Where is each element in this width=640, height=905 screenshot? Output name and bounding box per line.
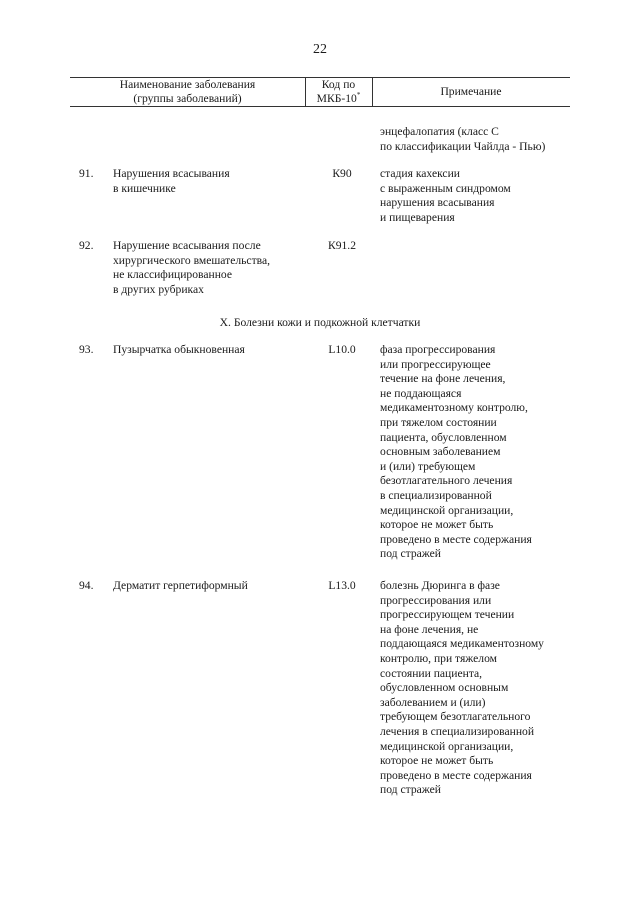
row-94-code: L13.0: [328, 579, 356, 592]
row-93-name: Пузырчатка обыкновенная: [113, 343, 245, 356]
row-92-number: 92.: [79, 239, 94, 252]
continuation-note: энцефалопатия (класс С по классификации Чайлда - Пью): [380, 125, 546, 153]
column-header-note: Примечание: [440, 85, 502, 98]
row-92-name: Нарушение всасывания после хирургического вмешательства, не классифицированное в других рубриках: [113, 239, 271, 296]
row-92-code: К91.2: [327, 239, 357, 252]
column-header-name-line2: (группы заболеваний): [133, 92, 242, 105]
row-94-note: болезнь Дюринга в фазе прогрессирования или прогрессирующем течении на фоне лечения, не поддающаяся медикаментозному контролю, при тяжелом состоянии пациента, обусловленном основным заболеванием и (или) требующем безотлагательного лечения в специализированной медицинской организации, которое не может быть проведено в месте содержания под стражей: [380, 579, 544, 797]
row-91-note: стадия кахексии с выраженным синдромом нарушения всасывания и пищеварения: [380, 167, 511, 224]
row-91-number: 91.: [79, 167, 94, 180]
row-94-name: Дерматит герпетиформный: [113, 579, 248, 592]
column-header-code-footnote: *: [356, 91, 361, 100]
column-header-name-line1: Наименование заболевания: [119, 78, 256, 91]
page-number: 22: [313, 42, 327, 57]
row-94-number: 94.: [79, 579, 94, 592]
row-93-note: фаза прогрессирования или прогрессирующее течение на фоне лечения, не поддающаяся медикаментозному контролю, при тяжелом состоянии пациента, обусловленном основным заболеванием и (или) требующем безотлагательного лечения в специализированной медицинской организации, которое не может быть проведено в месте содержания под стражей: [380, 343, 532, 561]
table-header-bottom-rule: [70, 106, 570, 107]
row-93-code: L10.0: [328, 343, 356, 356]
column-header-name: [70, 78, 305, 106]
row-91-code: К90: [332, 167, 352, 180]
row-93-number: 93.: [79, 343, 94, 356]
column-header-code: [305, 78, 372, 106]
column-header-code-text: МКБ-10: [316, 92, 357, 105]
section-title: X. Болезни кожи и подкожной клетчатки: [219, 316, 421, 329]
row-91-name: Нарушения всасывания в кишечнике: [113, 167, 230, 195]
column-header-code-line1: Код по: [321, 78, 356, 91]
column-header-code-line2: [305, 92, 372, 106]
